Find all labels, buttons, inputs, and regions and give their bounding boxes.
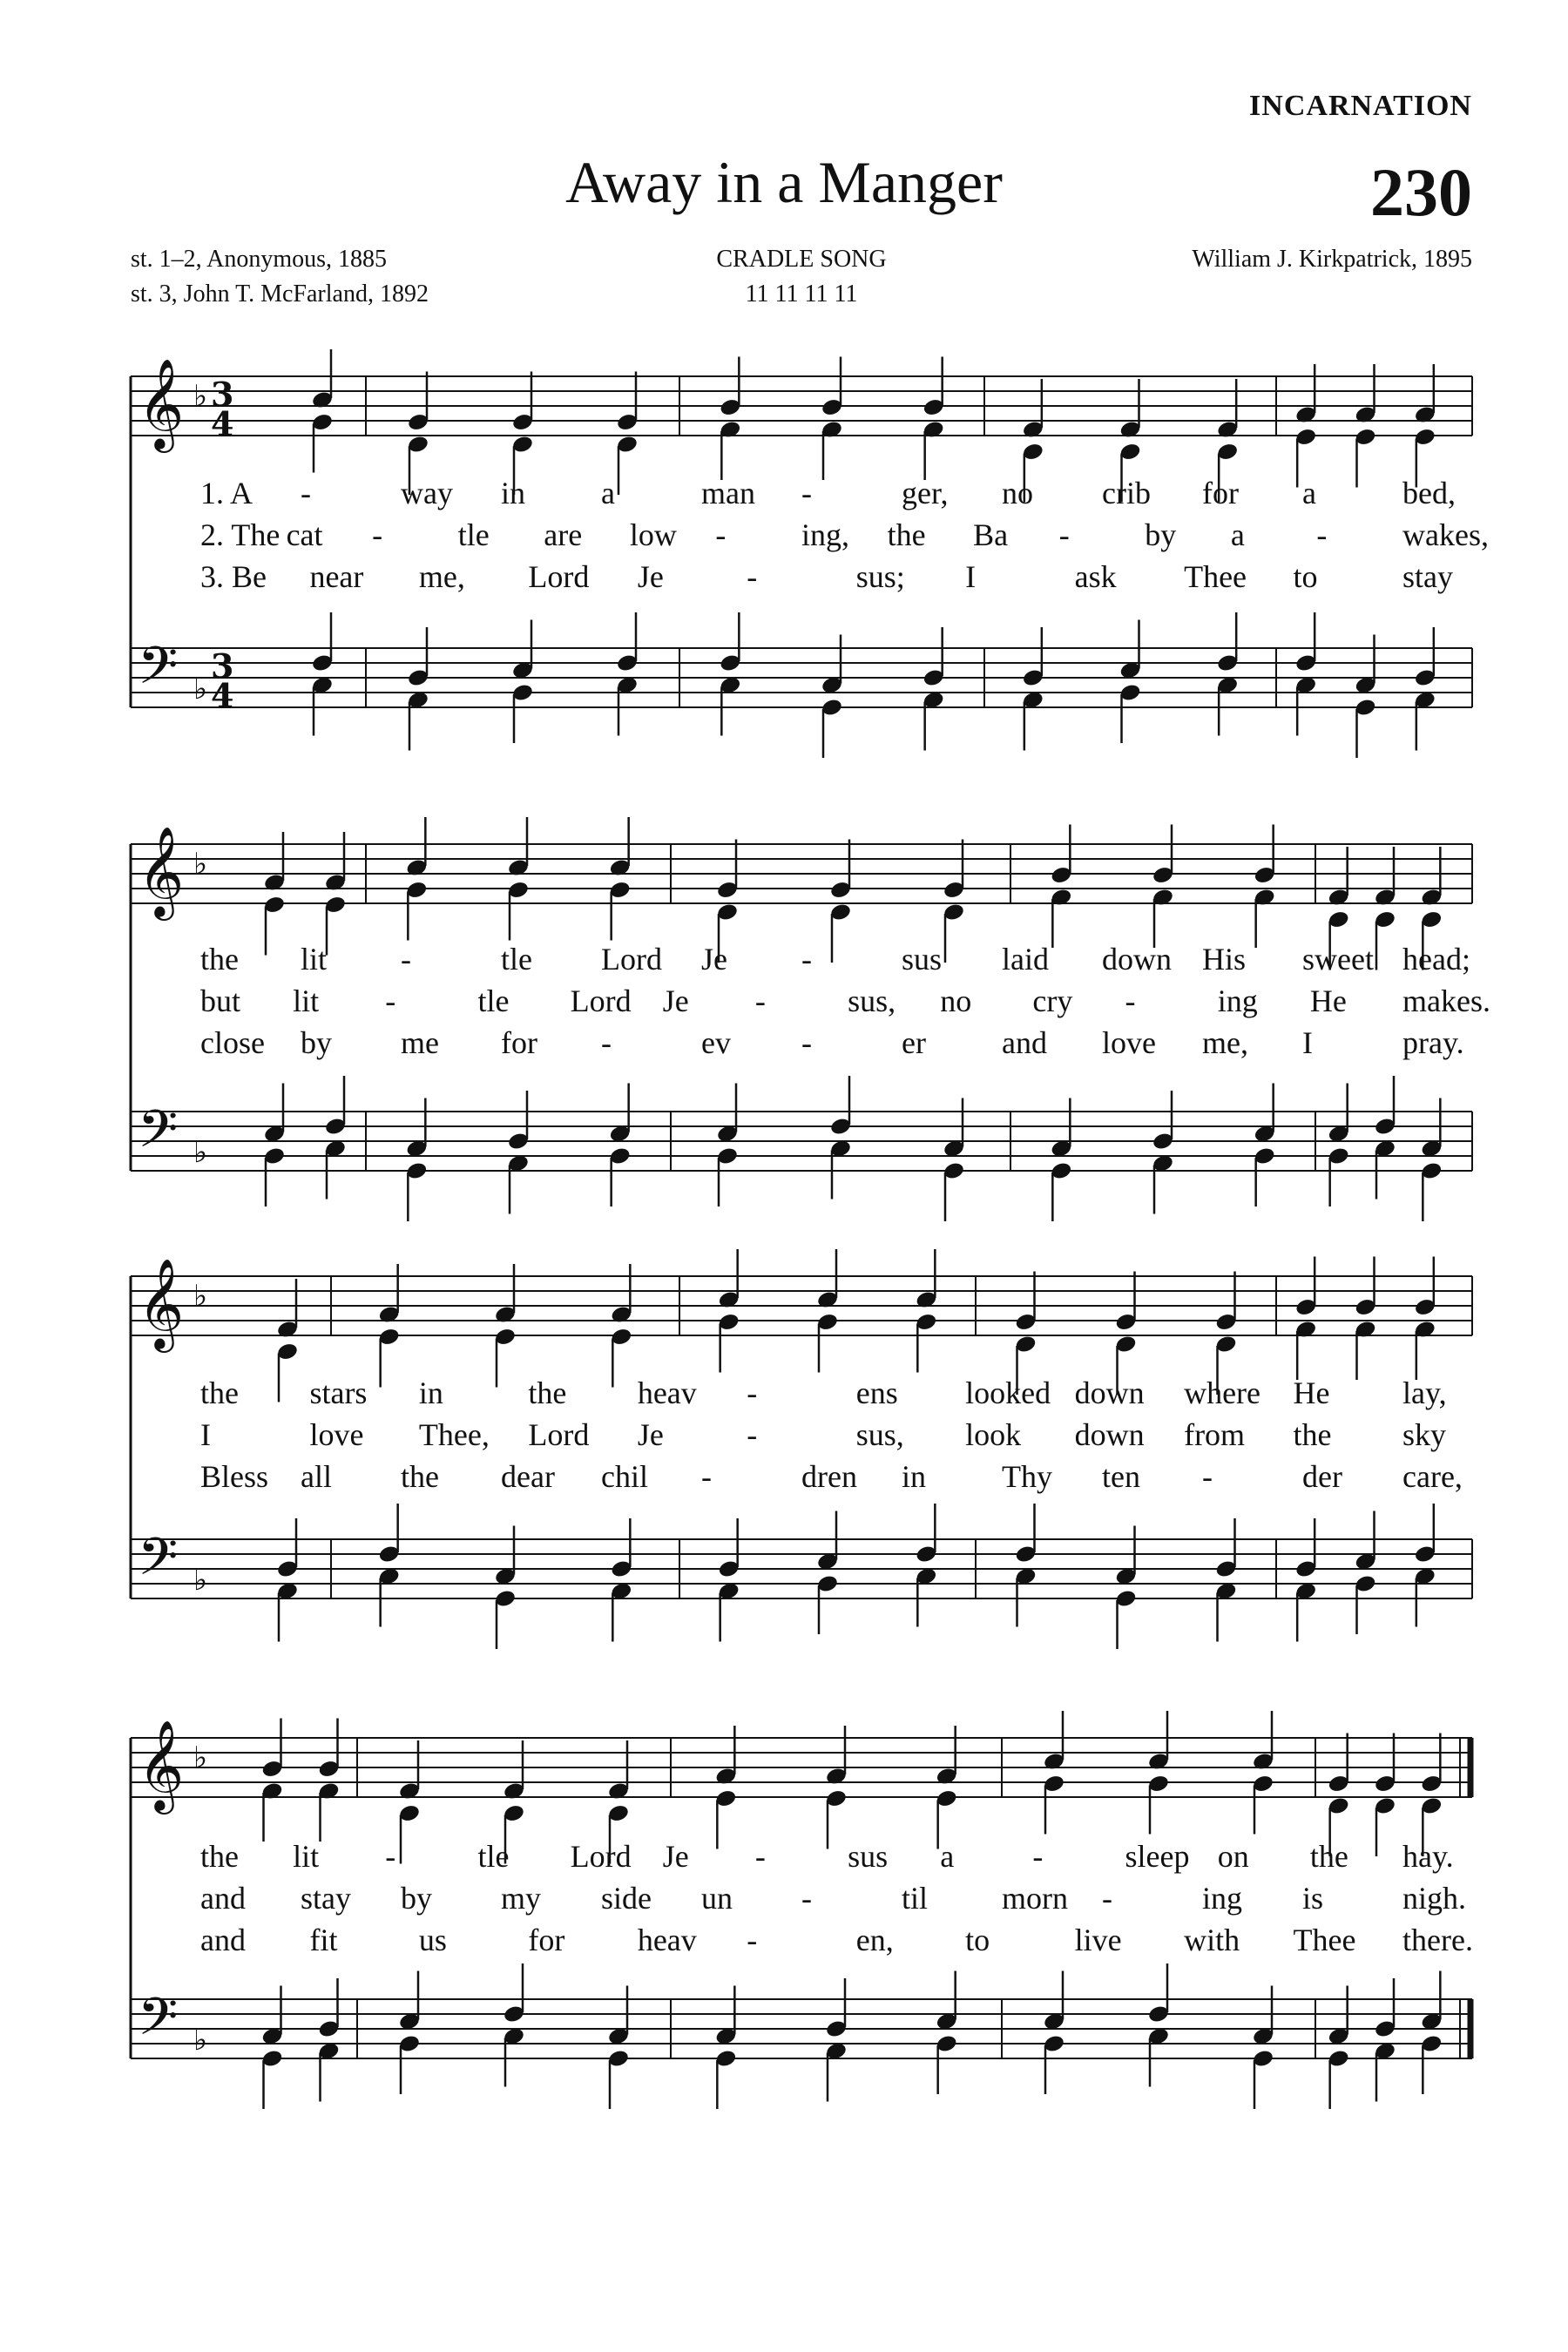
lyric-syllable: un [701, 1881, 733, 1916]
lyric-syllable: man [701, 476, 755, 510]
lyric-syllable: - [401, 942, 411, 977]
lyric-syllable: head; [1402, 942, 1470, 977]
lyric-syllable: by [301, 1025, 332, 1060]
lyric-syllable: no [940, 983, 972, 1018]
lyric-syllable: down [1074, 1375, 1145, 1410]
lyric-syllable: looked [965, 1375, 1051, 1410]
lyric-syllable: love [309, 1417, 364, 1452]
lyric-syllable: dren [801, 1459, 857, 1494]
lyric-syllable: fit [309, 1923, 338, 1957]
lyric-syllable: lit [301, 942, 328, 977]
time-signature-top: 3 [211, 375, 234, 414]
lyric-syllable: cry [1032, 983, 1073, 1018]
lyric-syllable: down [1102, 942, 1172, 977]
lyric-syllable: lit [293, 1839, 320, 1874]
lyric-syllable: but [200, 983, 241, 1018]
lyric-syllable: hay. [1402, 1839, 1454, 1874]
lyric-syllable: are [544, 517, 583, 552]
meter: 11 11 11 11 [745, 280, 858, 308]
bass-clef-icon: 𝄢 [138, 1526, 179, 1599]
lyric-syllable: the [1309, 1839, 1348, 1874]
lyric-syllable: sweet [1302, 942, 1374, 977]
bass-clef-icon: 𝄢 [138, 1098, 179, 1172]
lyric-syllable: He [1309, 983, 1347, 1018]
lyric-syllable: a [1230, 517, 1245, 552]
lyric-syllable: tle [477, 1839, 510, 1874]
lyric-syllable: - [747, 559, 758, 594]
bass-clef-icon: 𝄢 [138, 1986, 179, 2059]
lyric-syllable: Bless [200, 1459, 269, 1494]
lyric-syllable: from [1184, 1417, 1246, 1452]
flat-icon: ♭ [193, 2023, 208, 2058]
lyric-syllable: to [965, 1923, 990, 1957]
lyric-syllable: cat [286, 517, 323, 552]
lyric-syllable: the [528, 1375, 567, 1410]
lyric-syllable: stay [1402, 559, 1453, 594]
lyric-syllable: - [1316, 517, 1328, 552]
lyric-syllable: wakes, [1402, 517, 1489, 552]
lyric-syllable: and [1002, 1025, 1047, 1060]
lyric-syllable: Lord [570, 983, 632, 1018]
tune-name: CRADLE SONG [716, 246, 887, 273]
lyric-syllable: til [902, 1881, 929, 1916]
lyric-syllable: der [1302, 1459, 1342, 1494]
lyric-syllable: care, [1402, 1459, 1463, 1494]
lyric-syllable: - [747, 1375, 758, 1410]
lyric-syllable: and [200, 1923, 246, 1957]
lyric-syllable: is [1302, 1881, 1324, 1916]
lyric-syllable: - [754, 1839, 766, 1874]
lyric-syllable: for [528, 1923, 565, 1957]
composer-credit: William J. Kirkpatrick, 1895 [1192, 246, 1472, 273]
lyric-syllable: way [401, 476, 453, 510]
lyric-syllable: - [301, 476, 311, 510]
lyric-syllable: and [200, 1881, 246, 1916]
time-signature-bottom: 4 [211, 676, 234, 715]
lyric-syllable: live [1074, 1923, 1122, 1957]
flat-icon: ♭ [193, 847, 208, 882]
lyric-syllable: - [801, 942, 812, 977]
lyric-syllable: ten [1102, 1459, 1140, 1494]
lyric-syllable: by [401, 1881, 432, 1916]
lyric-syllable: - [385, 983, 396, 1018]
lyric-syllable: lay, [1402, 1375, 1447, 1410]
lyric-syllable: Je [637, 1417, 664, 1452]
lyric-syllable: Je [662, 1839, 689, 1874]
lyric-syllable: laid [1002, 942, 1049, 977]
lyric-syllable: - [1202, 1459, 1213, 1494]
lyric-syllable: er [902, 1025, 926, 1060]
lyric-syllable: - [801, 1025, 812, 1060]
lyric-syllable: me [401, 1025, 439, 1060]
lyric-syllable: a [601, 476, 615, 510]
lyric-syllable: Thee [1184, 559, 1247, 594]
bass-clef-icon: 𝄢 [138, 635, 179, 708]
lyric-syllable: the [401, 1459, 439, 1494]
lyric-syllable: en, [855, 1923, 894, 1957]
lyric-syllable: a [940, 1839, 955, 1874]
lyric-syllable: ing, [801, 517, 850, 552]
lyric-syllable: the [200, 942, 239, 977]
lyric-syllable: morn [1002, 1881, 1068, 1916]
lyric-syllable: Je [637, 559, 664, 594]
flat-icon: ♭ [193, 1740, 208, 1775]
lyric-syllable: Lord [528, 559, 590, 594]
lyric-syllable: in [501, 476, 526, 510]
lyric-syllable: sus; [855, 559, 905, 594]
lyric-syllable: for [501, 1025, 537, 1060]
lyric-syllable: there. [1402, 1923, 1473, 1957]
lyric-syllable: heav [637, 1923, 697, 1957]
lyric-syllable: tle [501, 942, 532, 977]
lyric-syllable: in [902, 1459, 927, 1494]
lyric-syllable: a [1302, 476, 1316, 510]
lyric-syllable: ing [1202, 1881, 1243, 1916]
lyric-syllable: sky [1402, 1417, 1447, 1452]
lyric-syllable: all [301, 1459, 332, 1494]
treble-clef-icon: 𝄞 [138, 826, 185, 917]
lyric-syllable: me, [1202, 1025, 1248, 1060]
lyric-syllable: close [200, 1025, 265, 1060]
flat-icon: ♭ [193, 1563, 208, 1598]
lyric-syllable: by [1145, 517, 1177, 552]
treble-clef-icon: 𝄞 [138, 1258, 185, 1349]
lyric-syllable: - [801, 476, 812, 510]
lyric-syllable: - [1125, 983, 1136, 1018]
lyric-syllable: Je [662, 983, 689, 1018]
lyric-syllable: - [715, 517, 727, 552]
lyric-syllable: stay [301, 1881, 351, 1916]
lyric-syllable: the [1293, 1417, 1332, 1452]
lyric-syllable: - [754, 983, 766, 1018]
lyric-syllable: makes. [1402, 983, 1490, 1018]
lyric-syllable: sus, [855, 1417, 904, 1452]
lyric-syllable: stars [309, 1375, 368, 1410]
lyric-syllable: the [887, 517, 926, 552]
flat-icon: ♭ [193, 1135, 208, 1170]
lyric-syllable: dear [501, 1459, 555, 1494]
lyric-syllable: - [747, 1923, 758, 1957]
lyric-syllable: my [501, 1881, 542, 1916]
lyric-syllable: low [629, 517, 677, 552]
lyric-syllable: sleep [1125, 1839, 1190, 1874]
lyric-syllable: where [1184, 1375, 1261, 1410]
lyric-syllable: on [1217, 1839, 1249, 1874]
lyric-syllable: - [601, 1025, 612, 1060]
lyric-syllable: nigh. [1402, 1881, 1467, 1916]
lyric-syllable: tle [457, 517, 490, 552]
flat-icon: ♭ [193, 672, 208, 706]
lyric-syllable: with [1184, 1923, 1240, 1957]
lyric-syllable: bed, [1402, 476, 1456, 510]
treble-clef-icon: 𝄞 [138, 1720, 185, 1811]
lyric-syllable: heav [637, 1375, 697, 1410]
lyric-syllable: for [1202, 476, 1239, 510]
lyric-syllable: down [1074, 1417, 1145, 1452]
lyric-syllable: - [701, 1459, 712, 1494]
lyric-syllable: I [965, 559, 977, 594]
lyric-syllable: sus, [848, 983, 896, 1018]
lyric-syllable: to [1293, 559, 1318, 594]
lyric-syllable: Ba [973, 517, 1009, 552]
lyric-syllable: crib [1102, 476, 1151, 510]
lyric-syllable: Thee, [418, 1417, 490, 1452]
lyric-syllable: - [1102, 1881, 1112, 1916]
lyric-syllable: near [309, 559, 364, 594]
text-credit-2: st. 3, John T. McFarland, 1892 [131, 280, 429, 308]
lyric-syllable: the [200, 1839, 239, 1874]
lyric-syllable: sus [902, 942, 943, 977]
lyric-syllable: sus [848, 1839, 889, 1874]
lyric-syllable: Je [701, 942, 727, 977]
lyric-syllable: - [1032, 1839, 1044, 1874]
lyric-syllable: 3. Be [200, 559, 267, 594]
lyric-syllable: - [1058, 517, 1070, 552]
flat-icon: ♭ [193, 379, 208, 414]
lyric-syllable: Lord [601, 942, 662, 977]
lyric-syllable: us [418, 1923, 447, 1957]
lyric-syllable: side [601, 1881, 652, 1916]
lyric-syllable: chil [601, 1459, 648, 1494]
lyric-syllable: me, [418, 559, 465, 594]
lyric-syllable: - [747, 1417, 758, 1452]
lyric-syllable: ing [1217, 983, 1258, 1018]
time-signature-bottom: 4 [211, 404, 234, 443]
lyric-syllable: I [1302, 1025, 1313, 1060]
lyric-syllable: He [1293, 1375, 1330, 1410]
lyric-syllable: no [1002, 476, 1033, 510]
lyric-syllable: look [965, 1417, 1022, 1452]
lyric-syllable: - [372, 517, 383, 552]
flat-icon: ♭ [193, 1279, 208, 1314]
section-heading: INCARNATION [1249, 90, 1472, 122]
lyric-syllable: Thee [1293, 1923, 1356, 1957]
lyric-syllable: 2. The [200, 517, 280, 552]
treble-clef-icon: 𝄞 [138, 358, 185, 449]
lyric-syllable: Lord [528, 1417, 590, 1452]
lyric-syllable: pray. [1402, 1025, 1464, 1060]
lyric-syllable: the [200, 1375, 239, 1410]
lyric-syllable: lit [293, 983, 320, 1018]
lyric-syllable: ev [701, 1025, 731, 1060]
lyric-syllable: I [200, 1417, 211, 1452]
lyric-syllable: His [1202, 942, 1247, 977]
lyric-syllable: tle [477, 983, 510, 1018]
text-credit-1: st. 1–2, Anonymous, 1885 [131, 246, 388, 273]
time-signature-top: 3 [211, 646, 234, 686]
lyric-syllable: Thy [1002, 1459, 1052, 1494]
lyric-syllable: ask [1074, 559, 1117, 594]
hymn-number: 230 [1370, 154, 1472, 230]
lyric-syllable: in [418, 1375, 443, 1410]
lyric-syllable: love [1102, 1025, 1156, 1060]
hymn-title: Away in a Manger [565, 149, 1003, 215]
lyric-syllable: 1. A [200, 476, 253, 510]
lyric-syllable: - [385, 1839, 396, 1874]
lyric-syllable: ger, [902, 476, 949, 510]
lyric-syllable: Lord [570, 1839, 632, 1874]
lyric-syllable: - [801, 1881, 812, 1916]
lyric-syllable: ens [855, 1375, 898, 1410]
